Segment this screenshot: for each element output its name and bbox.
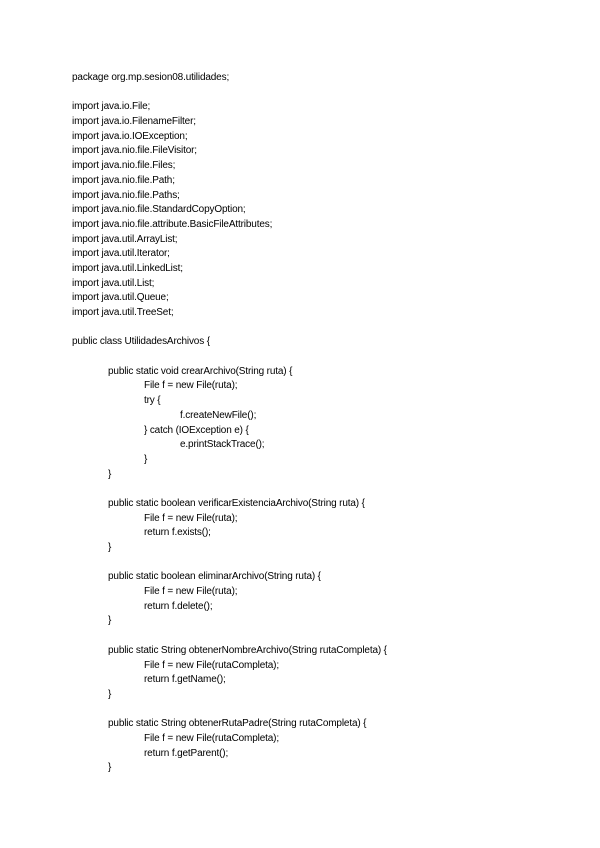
- code-line: public static String obtenerRutaPadre(String rutaCompleta) {: [108, 718, 367, 730]
- code-line: File f = new File(ruta);: [144, 380, 238, 392]
- code-line: return f.delete();: [144, 600, 213, 612]
- code-document: [72, 71, 572, 776]
- blank-line: [72, 86, 572, 101]
- code-line: }: [108, 542, 112, 553]
- code-line: File f = new File(ruta);: [144, 586, 238, 598]
- code-line: }: [108, 468, 112, 480]
- code-line: } catch (IOException e) {: [144, 424, 249, 436]
- code-line: import java.util.LinkedList;: [72, 262, 183, 274]
- code-line: import java.io.FilenameFilter;: [72, 116, 196, 128]
- code-line: import java.io.File;: [72, 101, 151, 113]
- code-line: File f = new File(rutaCompleta);: [144, 732, 279, 744]
- code-line: return f.exists();: [144, 527, 211, 539]
- blank-line: [72, 482, 572, 497]
- code-line: import java.util.TreeSet;: [72, 307, 174, 318]
- code-line: import java.io.IOException;: [72, 130, 188, 142]
- blank-line: [72, 629, 572, 644]
- code-line: }: [108, 688, 112, 700]
- code-line: import java.nio.file.Path;: [72, 174, 175, 186]
- code-line: return f.getName();: [144, 674, 226, 686]
- code-line: import java.nio.file.attribute.BasicFileAttributes;: [72, 218, 273, 230]
- blank-line: [72, 703, 572, 718]
- code-line: import java.nio.file.FileVisitor;: [72, 145, 197, 157]
- code-line: import java.util.Iterator;: [72, 248, 170, 260]
- blank-line: [72, 350, 572, 365]
- code-line: public static boolean verificarExistenciaArchivo(String ruta) {: [108, 497, 365, 509]
- code-line: public class UtilidadesArchivos {: [72, 336, 210, 348]
- code-line: import java.util.List;: [72, 277, 155, 289]
- code-line: }: [144, 453, 148, 465]
- code-line: package org.mp.sesion08.utilidades;: [72, 72, 230, 83]
- code-line: import java.util.ArrayList;: [72, 233, 178, 245]
- code-line: File f = new File(ruta);: [144, 512, 238, 524]
- code-line: public static void crearArchivo(String ruta) {: [108, 365, 293, 377]
- blank-line: [72, 321, 572, 336]
- code-line: File f = new File(rutaCompleta);: [144, 659, 279, 671]
- code-line: e.printStackTrace();: [180, 439, 265, 451]
- code-line: import java.nio.file.Files;: [72, 160, 176, 172]
- code-line: return f.getParent();: [144, 747, 229, 759]
- code-line: import java.nio.file.Paths;: [72, 189, 180, 201]
- blank-line: [72, 556, 572, 571]
- code-line: }: [108, 615, 112, 627]
- code-line: public static boolean eliminarArchivo(String ruta) {: [108, 571, 321, 583]
- code-line: import java.util.Queue;: [72, 292, 169, 304]
- code-line: try {: [144, 395, 161, 407]
- code-line: }: [108, 762, 112, 774]
- code-line: import java.nio.file.StandardCopyOption;: [72, 204, 246, 216]
- code-line: f.createNewFile();: [180, 409, 257, 421]
- code-line: public static String obtenerNombreArchivo(String rutaCompleta) {: [108, 644, 387, 656]
